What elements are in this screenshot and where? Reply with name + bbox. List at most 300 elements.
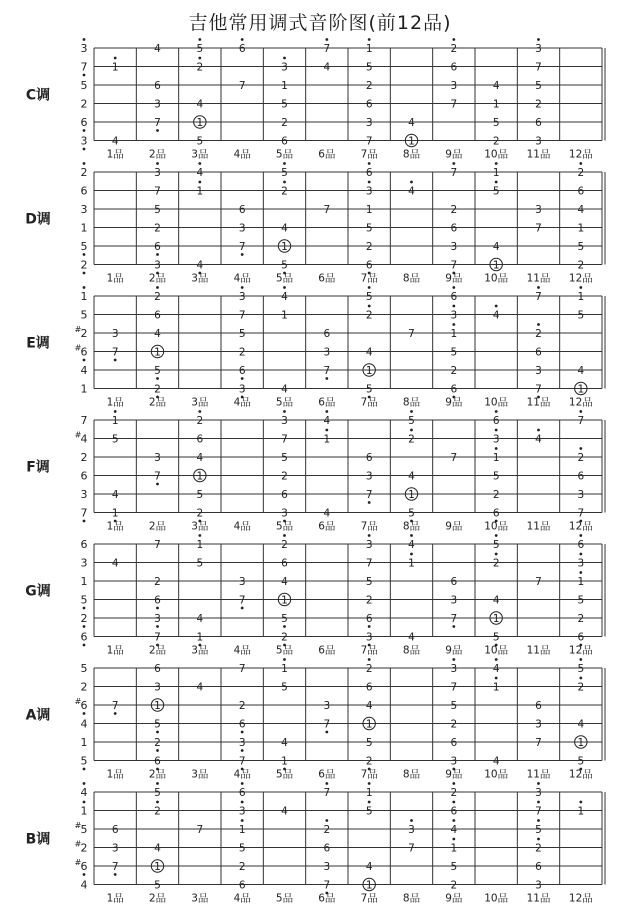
open-string-note: 2	[80, 166, 88, 179]
page-title: 吉他常用调式音阶图(前12品)	[188, 12, 452, 34]
scale-note: 4	[323, 415, 331, 427]
low-octave-dot	[325, 731, 328, 734]
scale-note: 4	[281, 291, 288, 303]
scale-note: 6	[238, 365, 246, 377]
scale-note: 1	[577, 805, 585, 818]
low-octave-dot	[241, 377, 244, 380]
scale-note: 6	[492, 415, 500, 427]
scale-note: 7	[408, 842, 415, 855]
scale-note: 2	[196, 507, 204, 520]
scale-note: 6	[196, 433, 204, 446]
high-octave-dot	[579, 677, 582, 680]
high-octave-dot	[537, 429, 540, 432]
scale-note: 7	[450, 259, 458, 272]
open-string-note: 3	[80, 203, 88, 216]
fret-label: 12品	[568, 396, 593, 409]
key-label: E调	[26, 335, 50, 352]
scale-note: 6	[154, 594, 161, 607]
scale-note: 4	[323, 507, 331, 520]
high-octave-dot	[452, 286, 455, 289]
sharp-sign: #	[74, 839, 82, 849]
scale-note: 7	[154, 185, 161, 198]
fret-label: 9品	[445, 272, 463, 285]
scale-note: 4	[408, 539, 415, 551]
high-octave-dot	[156, 162, 159, 165]
open-string-note: 5	[80, 823, 88, 836]
low-octave-dot	[156, 129, 159, 132]
scale-note: 3	[323, 700, 331, 712]
high-octave-dot	[495, 162, 498, 165]
fret-label: 2品	[148, 396, 167, 409]
open-string-note: 3	[80, 556, 88, 570]
key-label: A调	[25, 707, 51, 724]
fret-label: 1品	[106, 148, 124, 161]
fret-label: 4品	[233, 148, 251, 161]
scale-note: 7	[535, 61, 542, 74]
scale-note: 1	[281, 663, 288, 675]
fret-label: 6品	[318, 148, 336, 161]
high-octave-dot	[156, 286, 159, 289]
high-octave-dot	[325, 429, 328, 432]
scale-note: 4	[323, 61, 331, 74]
scale-note: 6	[281, 557, 288, 570]
fret-label: 2品	[148, 644, 167, 657]
open-string-note: 3	[80, 42, 88, 55]
scale-note: 1	[281, 241, 288, 253]
high-octave-dot	[241, 801, 244, 804]
high-octave-dot	[83, 286, 86, 289]
high-octave-dot	[198, 38, 201, 41]
scale-note: 4	[408, 185, 415, 198]
scale-note: 5	[154, 787, 161, 799]
scale-note: 6	[450, 576, 458, 588]
sharp-sign: #	[74, 858, 82, 867]
scale-note: 5	[154, 365, 161, 377]
fret-label: 3品	[191, 892, 209, 905]
scale-note: 5	[408, 415, 415, 427]
high-octave-dot	[452, 819, 455, 822]
scale-note: 5	[577, 594, 585, 607]
low-octave-dot	[83, 74, 86, 77]
scale-note: 3	[450, 309, 458, 322]
scale-note: 3	[238, 805, 246, 818]
fret-label: 3品	[191, 768, 209, 781]
scale-note: 2	[577, 259, 585, 272]
scale-note: 1	[365, 43, 373, 55]
high-octave-dot	[452, 782, 455, 785]
scale-note: 1	[196, 539, 204, 551]
scale-note: 4	[111, 557, 119, 570]
key-label: G调	[25, 583, 51, 600]
scale-note: 1	[492, 98, 500, 111]
scale-note: 2	[492, 489, 500, 501]
fret-label: 5品	[275, 892, 294, 905]
scale-note: 1	[408, 557, 415, 570]
fret-label: 3品	[191, 272, 209, 285]
scale-note: 4	[281, 737, 288, 749]
scale-note: 4	[492, 663, 500, 675]
scale-note: 3	[535, 43, 542, 55]
high-octave-dot	[83, 801, 86, 804]
scale-note: 2	[154, 576, 161, 588]
scale-note: 1	[450, 842, 458, 855]
scale-note: 7	[238, 755, 246, 768]
scale-note: 1	[577, 737, 585, 749]
scale-note: 4	[492, 755, 500, 768]
scale-note: 1	[281, 594, 288, 607]
scale-note: 7	[154, 539, 161, 551]
scale-note: 1	[577, 222, 585, 235]
scale-note: 1	[450, 328, 458, 340]
scale-note: 4	[154, 842, 161, 855]
low-octave-dot	[83, 625, 86, 628]
scale-note: 1	[238, 824, 246, 836]
open-string-note: 5	[80, 593, 88, 607]
open-string-note: 6	[80, 116, 88, 129]
sharp-sign: #	[74, 343, 82, 353]
scale-note: 6	[577, 539, 585, 551]
fret-label: 1品	[106, 768, 124, 781]
key-label: C调	[25, 87, 51, 104]
fret-label: 10品	[484, 892, 509, 905]
scale-note: 2	[154, 383, 161, 396]
scale-note: 4	[196, 167, 204, 179]
scale-note: 4	[450, 824, 458, 836]
high-octave-dot	[156, 801, 159, 804]
scale-note: 2	[281, 470, 288, 483]
scale-note: 1	[111, 415, 119, 427]
fret-label: 2品	[148, 272, 167, 285]
scale-note: 5	[450, 700, 458, 712]
fret-label: 11品	[526, 396, 551, 409]
scale-note: 7	[535, 383, 542, 396]
scale-note: 2	[492, 557, 500, 570]
high-octave-dot	[410, 819, 413, 822]
high-octave-dot	[368, 162, 371, 165]
scale-note: 3	[238, 576, 246, 588]
high-octave-dot	[283, 410, 286, 413]
scale-note: 5	[281, 259, 288, 272]
scale-note: 1	[196, 185, 204, 198]
fret-label: 11品	[526, 644, 551, 657]
scale-note: 3	[450, 80, 458, 92]
high-octave-dot	[114, 57, 117, 60]
scale-note: 5	[281, 167, 288, 179]
high-octave-dot	[452, 162, 455, 165]
scale-note: 7	[238, 594, 246, 607]
low-octave-dot	[283, 625, 286, 628]
high-octave-dot	[83, 782, 86, 785]
scale-note: 3	[535, 135, 542, 148]
fret-label: 12品	[568, 892, 593, 905]
low-octave-dot	[156, 253, 159, 256]
scale-note: 3	[365, 117, 373, 129]
scale-note: 4	[196, 681, 204, 694]
scale-note: 3	[323, 346, 331, 359]
open-string-note: 5	[80, 662, 88, 675]
high-octave-dot	[283, 658, 286, 661]
scale-note: 7	[365, 489, 373, 501]
scale-note: 7	[535, 737, 542, 749]
sharp-sign: #	[74, 821, 82, 830]
scale-note: 3	[154, 167, 161, 179]
scale-note: 2	[450, 879, 458, 892]
scale-note: 3	[238, 291, 246, 303]
fret-label: 11品	[526, 520, 551, 533]
fret-label: 1品	[106, 520, 124, 533]
scale-note: 7	[450, 681, 458, 694]
open-string-note: 5	[80, 240, 88, 253]
fret-label: 1品	[106, 644, 124, 657]
scale-note: 4	[281, 576, 288, 588]
scale-note: 4	[281, 222, 288, 235]
scale-note: 7	[450, 167, 458, 179]
scale-note: 7	[238, 80, 246, 92]
scale-note: 7	[577, 507, 585, 520]
scale-note: 1	[281, 755, 288, 768]
scale-note: 2	[154, 805, 161, 818]
scale-note: 5	[154, 718, 161, 731]
fret-label: 6品	[318, 272, 336, 285]
scale-note: 5	[365, 291, 373, 303]
scale-note: 4	[492, 241, 500, 253]
high-octave-dot	[537, 838, 540, 841]
scale-note: 7	[365, 135, 373, 148]
scale-note: 1	[196, 117, 204, 129]
scale-note: 7	[535, 805, 542, 818]
high-octave-dot	[495, 658, 498, 661]
fret-label: 3品	[191, 396, 209, 409]
low-octave-dot	[241, 607, 244, 610]
scale-note: 2	[238, 861, 246, 873]
scale-note: 5	[492, 470, 500, 483]
low-octave-dot	[156, 607, 159, 610]
fret-label: 3品	[191, 520, 209, 533]
high-octave-dot	[579, 162, 582, 165]
scale-note: 2	[154, 737, 161, 749]
scale-note: 4	[365, 861, 373, 873]
fret-label: 8品	[402, 396, 421, 409]
open-string-note: 4	[80, 717, 88, 731]
scale-note: 7	[365, 557, 373, 570]
open-string-note: 5	[80, 79, 88, 92]
fret-label: 8品	[402, 272, 421, 285]
scale-note: 1	[492, 452, 500, 464]
scale-note: 3	[154, 681, 161, 694]
sharp-sign: #	[74, 697, 82, 706]
scale-note: 6	[535, 117, 542, 129]
high-octave-dot	[283, 534, 286, 537]
scale-note: 2	[450, 365, 458, 377]
scale-note: 3	[577, 489, 585, 501]
open-string-note: 2	[80, 258, 88, 272]
scale-note: 6	[535, 861, 542, 873]
scale-note: 5	[196, 135, 204, 148]
high-octave-dot	[156, 782, 159, 785]
scale-note: 3	[365, 185, 373, 198]
scale-note: 3	[535, 718, 542, 731]
high-octave-dot	[241, 286, 244, 289]
open-string-note: 4	[80, 786, 88, 799]
scale-note: 2	[365, 594, 373, 607]
scale-note: 6	[450, 737, 458, 749]
fret-label: 5品	[275, 520, 294, 533]
scale-note: 2	[281, 539, 288, 551]
open-string-note: 2	[80, 97, 88, 111]
scale-note: 4	[408, 470, 415, 483]
high-octave-dot	[410, 410, 413, 413]
fret-label: 1品	[106, 396, 124, 409]
high-octave-dot	[452, 323, 455, 326]
scale-note: 6	[577, 185, 585, 198]
high-octave-dot	[368, 305, 371, 308]
scale-note: 7	[323, 879, 331, 892]
fret-label: 9品	[445, 768, 463, 781]
scale-note: 6	[365, 167, 373, 179]
scale-note: 1	[323, 433, 331, 446]
low-octave-dot	[83, 129, 86, 132]
scale-note: 6	[365, 452, 373, 464]
scale-note: 6	[365, 681, 373, 694]
scale-note: 6	[365, 259, 373, 272]
scale-note: 3	[450, 241, 458, 253]
low-octave-dot	[83, 768, 86, 771]
scale-note: 7	[323, 204, 331, 216]
fret-label: 6品	[318, 768, 336, 781]
high-octave-dot	[368, 782, 371, 785]
fret-label: 4品	[233, 520, 251, 533]
high-octave-dot	[368, 801, 371, 804]
scale-note: 7	[408, 328, 415, 340]
low-octave-dot	[156, 483, 159, 486]
high-octave-dot	[410, 429, 413, 432]
high-octave-dot	[579, 571, 582, 574]
scale-note: 7	[577, 415, 585, 427]
scale-note: 5	[365, 222, 373, 235]
scale-note: 7	[111, 861, 119, 873]
scale-note: 1	[365, 879, 373, 892]
scale-note: 2	[323, 824, 331, 836]
open-string-note: 1	[80, 804, 88, 818]
scale-note: 3	[111, 842, 119, 855]
fret-label: 12品	[568, 272, 593, 285]
open-string-note: 3	[80, 488, 88, 501]
high-octave-dot	[579, 286, 582, 289]
scale-note: 5	[365, 576, 373, 588]
scale-note: 5	[450, 346, 458, 359]
fret-label: 12品	[568, 768, 593, 781]
scale-note: 3	[238, 222, 246, 235]
high-octave-dot	[410, 553, 413, 556]
scale-note: 1	[492, 167, 500, 179]
scale-note: 3	[238, 383, 246, 396]
scale-note: 3	[154, 613, 161, 625]
fret-label: 6品	[318, 644, 336, 657]
fret-label: 3品	[191, 644, 209, 657]
high-octave-dot	[495, 305, 498, 308]
low-octave-dot	[114, 873, 117, 876]
scale-note: 6	[535, 346, 542, 359]
open-string-note: 6	[80, 184, 88, 198]
high-octave-dot	[495, 410, 498, 413]
scale-note: 5	[535, 824, 542, 836]
sharp-sign: #	[74, 430, 82, 440]
low-octave-dot	[114, 712, 117, 715]
open-string-note: 2	[80, 612, 88, 625]
high-octave-dot	[83, 38, 86, 41]
scale-note: 3	[111, 328, 119, 340]
scale-note: 2	[281, 631, 288, 644]
scale-note: 7	[535, 222, 542, 235]
scale-note: 2	[238, 346, 246, 359]
scale-note: 5	[450, 861, 458, 873]
high-octave-dot	[283, 57, 286, 60]
fret-label: 4品	[233, 272, 251, 285]
fret-label: 2品	[148, 892, 167, 905]
scale-note: 2	[365, 663, 373, 675]
low-octave-dot	[83, 520, 86, 523]
scale-note: 2	[281, 185, 288, 198]
scale-note: 2	[450, 718, 458, 731]
scale-note: 5	[365, 383, 373, 396]
low-octave-dot	[83, 873, 86, 876]
low-octave-dot	[241, 731, 244, 734]
scale-note: 2	[238, 700, 246, 712]
scale-note: 6	[111, 824, 119, 836]
scale-note: 4	[111, 489, 119, 501]
scale-note: 1	[111, 507, 119, 520]
scale-note: 2	[365, 241, 373, 253]
fret-label: 8品	[402, 520, 421, 533]
scale-note: 4	[492, 594, 500, 607]
scale-note: 4	[154, 43, 161, 55]
high-octave-dot	[452, 305, 455, 308]
open-string-note: 6	[80, 538, 88, 551]
fret-label: 8品	[402, 148, 421, 161]
scale-note: 5	[196, 557, 204, 570]
low-octave-dot	[156, 749, 159, 752]
scale-note: 3	[535, 879, 542, 892]
fret-label: 4品	[233, 892, 251, 905]
low-octave-dot	[368, 501, 371, 504]
scale-note: 5	[238, 328, 246, 340]
key-label: F调	[26, 459, 50, 476]
high-octave-dot	[410, 181, 413, 184]
open-string-note: 5	[80, 308, 88, 322]
scale-note: 4	[196, 259, 204, 272]
open-string-note: 6	[80, 699, 88, 712]
fret-label: 11品	[526, 272, 551, 285]
open-string-note: 2	[80, 327, 88, 340]
fret-label: 11品	[526, 892, 551, 905]
fret-label: 10品	[484, 520, 509, 533]
key-label: B调	[25, 831, 51, 848]
scale-note: 6	[450, 805, 458, 818]
high-octave-dot	[537, 38, 540, 41]
scale-note: 6	[154, 663, 161, 675]
low-octave-dot	[83, 712, 86, 715]
scale-note: 3	[577, 557, 585, 570]
high-octave-dot	[537, 323, 540, 326]
scale-note: 1	[365, 365, 373, 377]
scale-note: 3	[365, 539, 373, 551]
high-octave-dot	[83, 162, 86, 165]
scale-note: 4	[492, 309, 500, 322]
scale-note: 1	[408, 489, 415, 501]
scale-note: 2	[577, 681, 585, 694]
scale-note: 5	[365, 737, 373, 749]
scale-note: 4	[577, 718, 585, 731]
